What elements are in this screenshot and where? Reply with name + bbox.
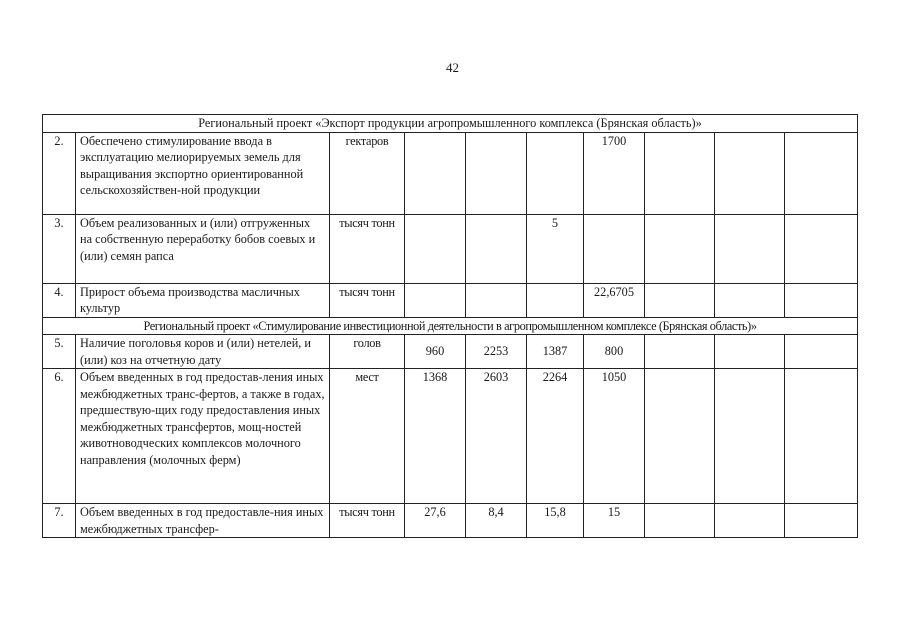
- unit-cell: голов: [330, 335, 405, 369]
- value-cell: 1050: [584, 369, 645, 504]
- value-cell: [715, 369, 785, 504]
- value-cell: [785, 504, 858, 538]
- table-row: [43, 214, 858, 283]
- row-number: 5.: [43, 335, 76, 369]
- indicator-name: Прирост объема производства масличных культур: [76, 283, 330, 317]
- value-cell: [785, 369, 858, 504]
- value-cell: 2603: [466, 369, 527, 504]
- unit-cell: тысяч тонн: [330, 283, 405, 317]
- value-cell: [466, 214, 527, 283]
- value-cell: [785, 214, 858, 283]
- indicator-name: Объем введенных в год предостав-ления иных межбюджетных транс-фертов, а также в годах, предшествую-щих году предоставления иных межбюджетных трансфертов, мощ-ностей животноводческих комплексов молочного направления (молочных ферм): [76, 369, 330, 504]
- value-cell: [645, 214, 715, 283]
- value-cell: [645, 369, 715, 504]
- unit-cell: тысяч тонн: [330, 214, 405, 283]
- value-cell: [645, 132, 715, 214]
- unit-cell: мест: [330, 369, 405, 504]
- value-cell: 1368: [405, 369, 466, 504]
- value-cell: [785, 283, 858, 317]
- value-cell: [715, 283, 785, 317]
- row-number: 3.: [43, 214, 76, 283]
- value-cell: [715, 335, 785, 369]
- table-row: [43, 335, 858, 369]
- table-row: [43, 369, 858, 504]
- value-cell: 960: [405, 335, 466, 369]
- section-header-row: [43, 317, 858, 335]
- value-cell: [785, 132, 858, 214]
- row-number: 7.: [43, 504, 76, 538]
- page-number: 42: [446, 60, 459, 75]
- value-cell: [466, 283, 527, 317]
- value-cell: 22,6705: [584, 283, 645, 317]
- table-row: [43, 132, 858, 214]
- value-cell: 5: [527, 214, 584, 283]
- row-number: 6.: [43, 369, 76, 504]
- indicators-table: [42, 114, 858, 538]
- value-cell: [405, 283, 466, 317]
- value-cell: 1387: [527, 335, 584, 369]
- value-cell: 800: [584, 335, 645, 369]
- indicator-name: Объем введенных в год предоставле-ния иных межбюджетных трансфер-: [76, 504, 330, 538]
- value-cell: [785, 335, 858, 369]
- value-cell: 8,4: [466, 504, 527, 538]
- indicator-name: Объем реализованных и (или) отгруженных на собственную переработку бобов соевых и (или) семян рапса: [76, 214, 330, 283]
- value-cell: 15: [584, 504, 645, 538]
- value-cell: [715, 214, 785, 283]
- indicator-name: Обеспечено стимулирование ввода в эксплуатацию мелиорируемых земель для выращивания экспортно ориентированной сельскохозяйствен-ной продукции: [76, 132, 330, 214]
- unit-cell: тысяч тонн: [330, 504, 405, 538]
- value-cell: [466, 132, 527, 214]
- section-title-export: Региональный проект «Экспорт продукции агропромышленного комплекса (Брянская область)»: [43, 115, 858, 133]
- unit-cell: гектаров: [330, 132, 405, 214]
- table-row: [43, 283, 858, 317]
- indicator-name: Наличие поголовья коров и (или) нетелей, и (или) коз на отчетную дату: [76, 335, 330, 369]
- row-number: 2.: [43, 132, 76, 214]
- value-cell: 2264: [527, 369, 584, 504]
- value-cell: [645, 504, 715, 538]
- value-cell: [645, 283, 715, 317]
- table-row: [43, 504, 858, 538]
- value-cell: [715, 132, 785, 214]
- section-title-investment: Региональный проект «Стимулирование инвестиционной деятельности в агропромышленном комплексе (Брянская область)»: [43, 317, 858, 335]
- value-cell: [527, 132, 584, 214]
- section-header-row: [43, 115, 858, 133]
- value-cell: [405, 214, 466, 283]
- value-cell: 15,8: [527, 504, 584, 538]
- row-number: 4.: [43, 283, 76, 317]
- value-cell: 2253: [466, 335, 527, 369]
- value-cell: 27,6: [405, 504, 466, 538]
- value-cell: [405, 132, 466, 214]
- value-cell: 1700: [584, 132, 645, 214]
- value-cell: [527, 283, 584, 317]
- value-cell: [715, 504, 785, 538]
- value-cell: [645, 335, 715, 369]
- value-cell: [584, 214, 645, 283]
